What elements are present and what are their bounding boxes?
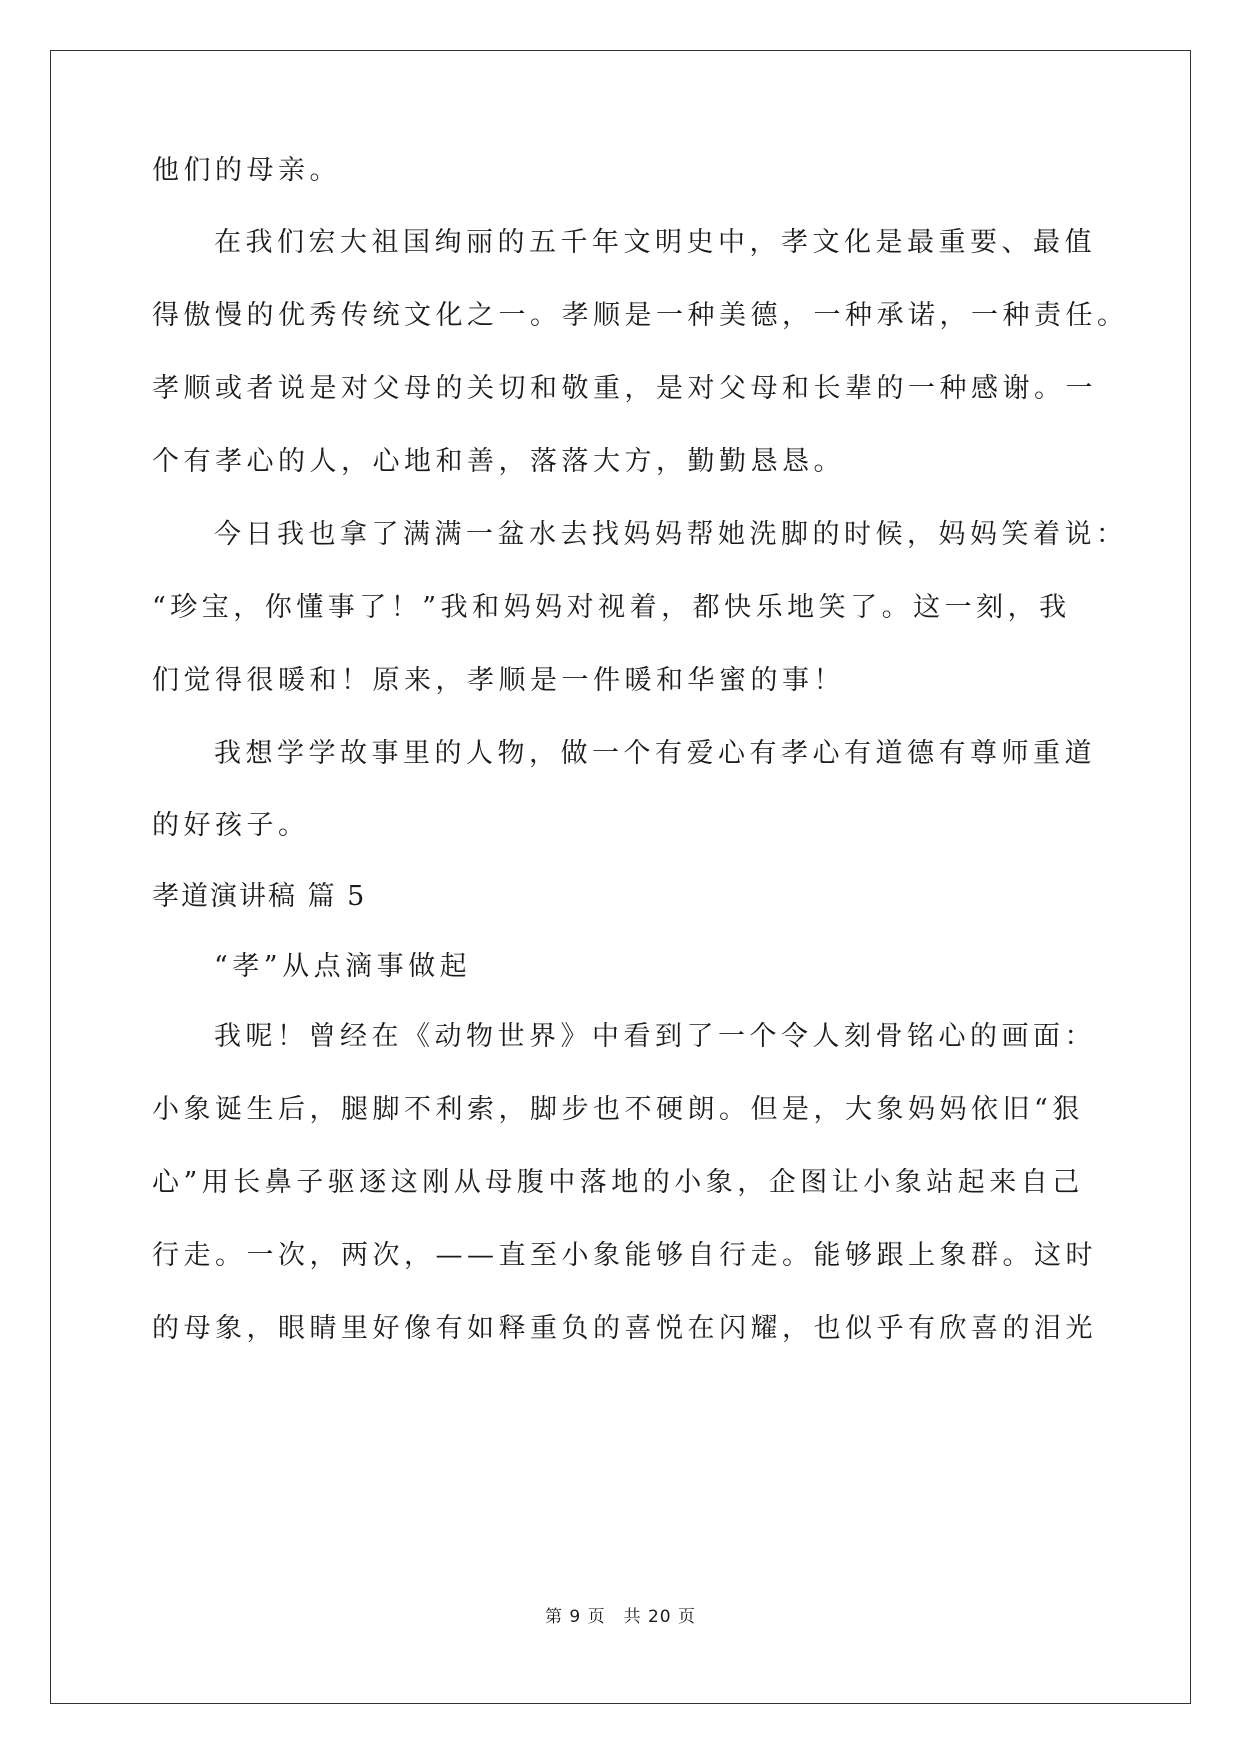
text-line: 他们的母亲。 (152, 155, 341, 186)
text-line: 行走。一次，两次，——直至小象能够自行走。能够跟上象群。这时 (152, 1240, 1097, 1271)
text-line: 的好孩子。 (152, 810, 310, 841)
paragraph-first-line: 我呢！曾经在《动物世界》中看到了一个令人刻骨铭心的画面： (214, 1021, 1096, 1052)
page-number-footer: 第 9 页 共 20 页 (544, 1607, 697, 1627)
section-subtitle: “孝”从点滴事做起 (214, 951, 472, 982)
paragraph-first-line: 今日我也拿了满满一盆水去找妈妈帮她洗脚的时候，妈妈笑着说： (214, 519, 1128, 550)
text-line: 得傲慢的优秀传统文化之一。孝顺是一种美德，一种承诺，一种责任。 (152, 300, 1129, 331)
paragraph-first-line: 我想学学故事里的人物，做一个有爱心有孝心有道德有尊师重道 (214, 738, 1096, 769)
text-line: “珍宝，你懂事了！”我和妈妈对视着，都快乐地笑了。这一刻，我 (152, 592, 1071, 623)
text-line: 小象诞生后，腿脚不利索，脚步也不硬朗。但是，大象妈妈依旧“狠 (152, 1094, 1084, 1125)
section-heading: 孝道演讲稿 篇 5 (152, 881, 367, 912)
text-line: 们觉得很暖和！原来，孝顺是一件暖和华蜜的事！ (152, 665, 845, 696)
text-line: 的母象，眼睛里好像有如释重负的喜悦在闪耀，也似乎有欣喜的泪光 (152, 1313, 1097, 1344)
text-line: 心”用长鼻子驱逐这刚从母腹中落地的小象，企图让小象站起来自己 (152, 1167, 1084, 1198)
text-line: 孝顺或者说是对父母的关切和敬重，是对父母和长辈的一种感谢。一 (152, 373, 1097, 404)
paragraph-first-line: 在我们宏大祖国绚丽的五千年文明史中，孝文化是最重要、最值 (214, 227, 1096, 258)
text-line: 个有孝心的人，心地和善，落落大方，勤勤恳恳。 (152, 446, 845, 477)
